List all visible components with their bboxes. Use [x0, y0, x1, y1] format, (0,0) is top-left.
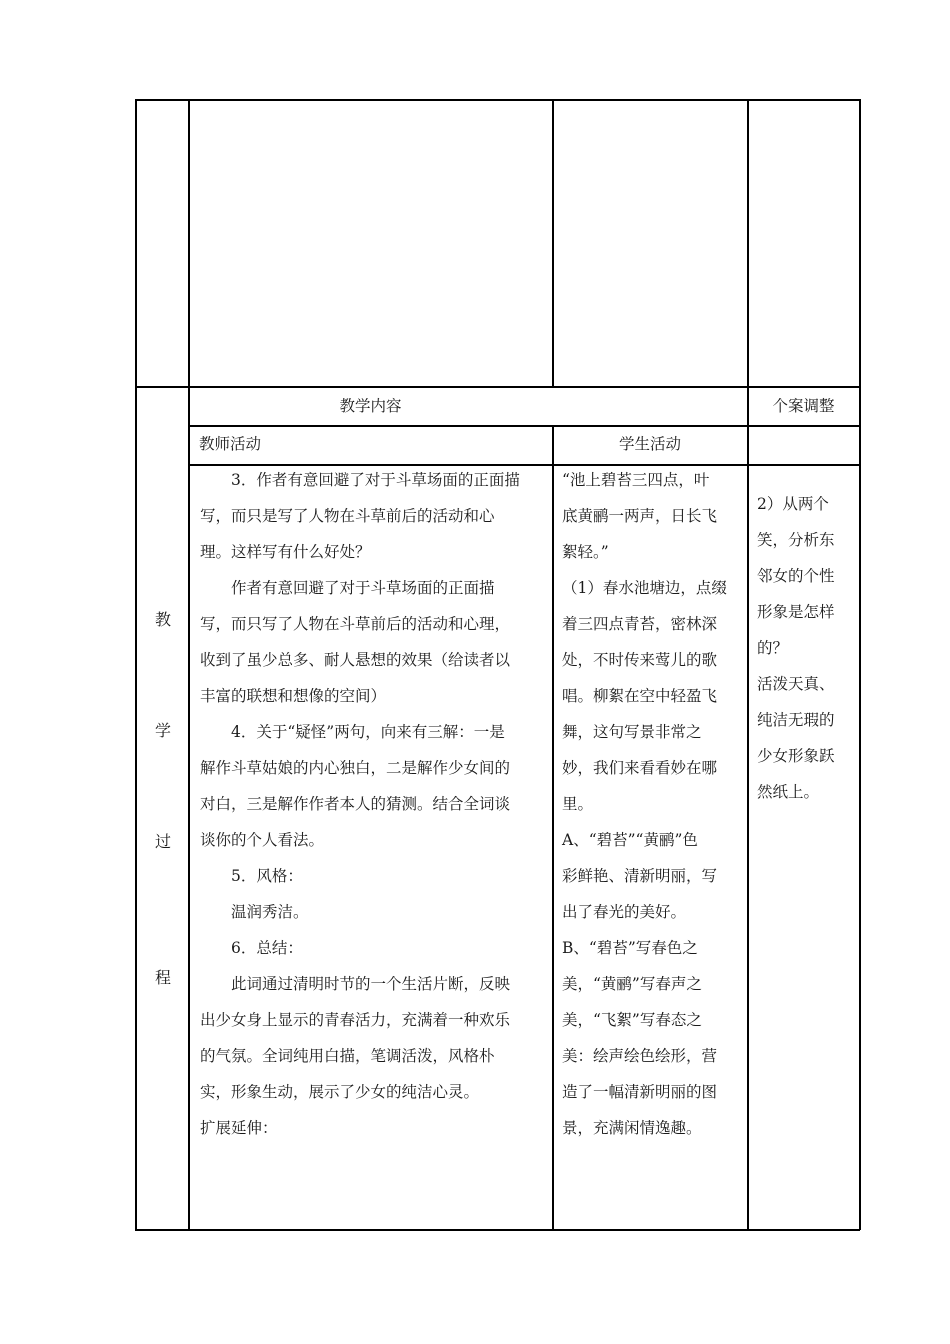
- text-line: 絮轻。”: [562, 543, 609, 561]
- section-label-char: 学: [154, 721, 171, 740]
- section-label-char: 程: [154, 968, 171, 987]
- text-line: 纯洁无瑕的: [757, 711, 835, 729]
- text-line: 活泼天真、: [757, 675, 835, 693]
- text-line: 美：绘声绘色绘形，营: [562, 1047, 718, 1065]
- text-line: 唱。柳絮在空中轻盈飞: [562, 687, 718, 705]
- text-line: 解作斗草姑娘的内心独白，二是解作少女间的: [200, 759, 511, 777]
- text-line: 邻女的个性: [757, 567, 835, 585]
- text-line: 写，而只是写了人物在斗草前后的活动和心: [200, 507, 495, 525]
- text-line: 处，不时传来莺儿的歌: [562, 651, 718, 669]
- teacher-activity-text: [200, 462, 545, 1146]
- adjustment-text: [757, 486, 855, 810]
- col-student-label: 学生活动: [618, 435, 681, 453]
- text-line: 4．关于“疑怪”两句，向来有三解：一是: [231, 723, 505, 741]
- row-divider-1: [135, 386, 860, 388]
- section-label-char: 教: [154, 610, 171, 629]
- text-line: 少女形象跃: [757, 747, 835, 765]
- section-label-char: 过: [154, 832, 171, 851]
- text-line: B、“碧苔”写春色之: [562, 939, 698, 957]
- table-bottom-border: [135, 1229, 860, 1231]
- table-top-border: [135, 99, 860, 101]
- text-line: 对白，三是解作作者本人的猜测。结合全词谈: [200, 795, 511, 813]
- text-line: 笑，分析东: [757, 531, 835, 549]
- text-line: 然纸上。: [757, 783, 820, 801]
- text-line: 造了一幅清新明丽的图: [562, 1083, 718, 1101]
- table-left-border: [135, 99, 137, 1230]
- text-line: 美，“飞絮”写春态之: [562, 1011, 702, 1029]
- text-line: A、“碧苔”“黄鹂”色: [562, 831, 698, 849]
- text-line: 温润秀洁。: [231, 903, 309, 921]
- text-line: 5．风格：: [231, 867, 303, 885]
- text-line: 美，“黄鹂”写春声之: [562, 975, 702, 993]
- text-line: 3．作者有意回避了对于斗草场面的正面描: [231, 471, 520, 489]
- row-divider-2: [189, 425, 860, 427]
- col-divider-lower-mid: [552, 425, 554, 1230]
- text-line: 出了春光的美好。: [562, 903, 687, 921]
- header-content: 教学内容: [339, 397, 402, 415]
- text-line: 6．总结：: [231, 939, 303, 957]
- col-divider-top-mid: [552, 99, 554, 387]
- col-teacher-label: 教师活动: [199, 435, 262, 453]
- text-line: （1）春水池塘边，点缀: [562, 579, 727, 597]
- text-line: 扩展延伸：: [200, 1119, 278, 1137]
- text-line: 着三四点青苔，密林深: [562, 615, 718, 633]
- text-line: 理。这样写有什么好处？: [200, 543, 371, 561]
- text-line: 写，而只写了人物在斗草前后的活动和心理，: [200, 615, 511, 633]
- text-line: 的气氛。全词纯用白描，笔调活泼，风格朴: [200, 1047, 495, 1065]
- text-line: “池上碧苔三四点，叶: [562, 471, 710, 489]
- col-divider-label: [188, 99, 190, 1230]
- table-right-border: [859, 99, 861, 1230]
- text-line: 此词通过清明时节的一个生活片断，反映: [231, 975, 511, 993]
- text-line: 丰富的联想和想像的空间）: [200, 687, 387, 705]
- text-line: 谈你的个人看法。: [200, 831, 325, 849]
- text-line: 出少女身上显示的青春活力，充满着一种欢乐: [200, 1011, 511, 1029]
- text-line: 2）从两个: [757, 495, 829, 513]
- student-activity-text: [562, 462, 744, 1146]
- text-line: 景，充满闲情逸趣。: [562, 1119, 702, 1137]
- text-line: 妙，我们来看看妙在哪: [562, 759, 718, 777]
- col-divider-adjust: [747, 99, 749, 1230]
- text-line: 的？: [757, 639, 789, 657]
- text-line: 作者有意回避了对于斗草场面的正面描: [231, 579, 495, 597]
- text-line: 底黄鹂一两声，日长飞: [562, 507, 718, 525]
- header-adjust: 个案调整: [772, 397, 835, 415]
- text-line: 里。: [562, 795, 594, 813]
- text-line: 形象是怎样: [757, 603, 835, 621]
- text-line: 舞，这句写景非常之: [562, 723, 702, 741]
- text-line: 收到了虽少总多、耐人悬想的效果（给读者以: [200, 651, 511, 669]
- text-line: 彩鲜艳、清新明丽，写: [562, 867, 718, 885]
- text-line: 实，形象生动，展示了少女的纯洁心灵。: [200, 1083, 480, 1101]
